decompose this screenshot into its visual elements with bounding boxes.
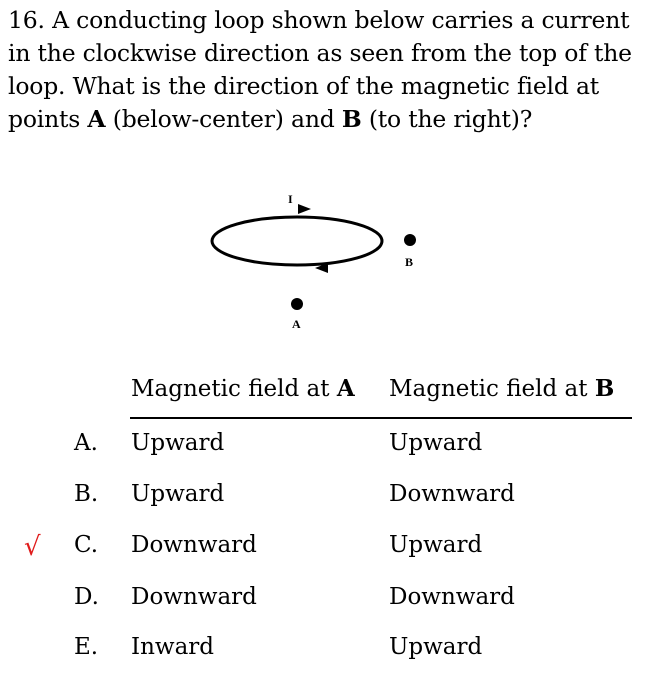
- answer-letter: B.: [74, 481, 99, 507]
- answer-row-e: [0, 634, 655, 668]
- answer-field-a: Upward: [131, 430, 225, 456]
- answer-row-d: [0, 584, 655, 618]
- answer-field-b: Downward: [389, 584, 515, 610]
- answer-letter: E.: [74, 634, 99, 660]
- header-field-a: [131, 375, 355, 402]
- answer-field-a: Upward: [131, 481, 225, 507]
- answer-letter: A.: [74, 430, 98, 456]
- current-loop: [212, 217, 382, 265]
- current-arrow-top: [298, 204, 311, 214]
- question-body-3: (to the right)?: [361, 105, 533, 133]
- question-number: 16.: [8, 6, 45, 34]
- answer-field-b: Upward: [389, 532, 483, 558]
- question-body-2: (below-center) and: [105, 105, 342, 133]
- question-point-b: B: [341, 105, 362, 133]
- header-rule: [130, 417, 632, 419]
- answer-field-b: Upward: [389, 634, 483, 660]
- loop-figure: [200, 185, 430, 335]
- question-point-a: A: [87, 105, 106, 133]
- point-a-dot: [291, 298, 303, 310]
- question-body-1: A conducting loop shown below carries a current in the clockwise direction as seen from the top of the loop. What is the direction of the magnetic field at points: [8, 6, 632, 133]
- answer-letter: C.: [74, 532, 99, 558]
- answer-row-a: [0, 430, 655, 464]
- answer-row-c: [0, 532, 655, 566]
- answer-row-b: [0, 481, 655, 515]
- point-b-dot: [404, 234, 416, 246]
- question-text: [8, 4, 648, 136]
- answer-field-a: Inward: [131, 634, 215, 660]
- header-a-bold: A: [336, 375, 355, 402]
- answer-field-a: Downward: [131, 532, 257, 558]
- header-b-text: Magnetic field at: [389, 376, 595, 402]
- point-b-label: B: [405, 255, 414, 269]
- answer-letter: D.: [74, 584, 99, 610]
- header-field-b: [389, 375, 614, 402]
- answer-field-b: Upward: [389, 430, 483, 456]
- current-label: I: [288, 192, 293, 206]
- check-mark-icon: √: [24, 532, 41, 562]
- answer-field-b: Downward: [389, 481, 515, 507]
- header-a-text: Magnetic field at: [131, 376, 337, 402]
- point-a-label: A: [292, 317, 301, 331]
- answer-field-a: Downward: [131, 584, 257, 610]
- header-b-bold: B: [594, 375, 615, 402]
